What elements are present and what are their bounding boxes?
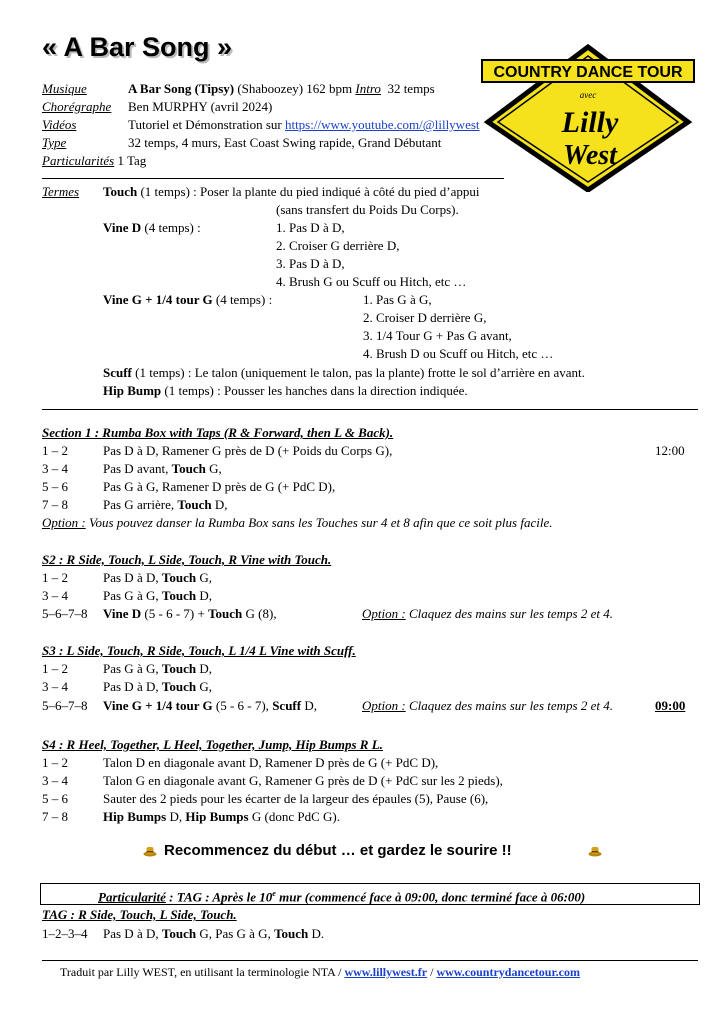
step: Pas G à G, Ramener D près de G (+ PdC D), — [103, 479, 336, 494]
step: Pas D à D, Touch G, Pas G à G, Touch D. — [103, 926, 325, 941]
section-2-title: S2 : R Side, Touch, L Side, Touch, R Vine with Touch. — [42, 552, 332, 567]
info-type: 32 temps, 4 murs, East Coast Swing rapide, Grand Débutant — [128, 135, 442, 150]
step: Pas D à D, Touch G, — [103, 570, 212, 585]
step: Hip Bumps D, Hip Bumps G (donc PdC G). — [103, 809, 340, 824]
count: 1–2–3–4 — [42, 926, 88, 941]
svg-text:avec: avec — [579, 90, 597, 100]
count: 1 – 2 — [42, 570, 68, 585]
step: Vine G + 1/4 tour G (5 - 6 - 7), Scuff D, — [103, 698, 317, 713]
count: 5–6–7–8 — [42, 606, 88, 621]
count: 3 – 4 — [42, 773, 68, 788]
step: Pas D à D, Ramener G près de D (+ Poids du Corps G), — [103, 443, 393, 458]
vine-g-step: 4. Brush D ou Scuff ou Hitch, etc … — [363, 346, 554, 361]
wall-indicator: 12:00 — [655, 443, 685, 458]
count: 1 – 2 — [42, 661, 68, 676]
info-choreo: Ben MURPHY (avril 2024) — [128, 99, 273, 114]
step: Pas G à G, Touch D, — [103, 588, 212, 603]
svg-text:West: West — [563, 140, 617, 171]
country-dance-tour-logo — [478, 42, 698, 192]
step: Talon D en diagonale avant D, Ramener D près de G (+ PdC D), — [103, 755, 439, 770]
vine-d-step: 4. Brush G ou Scuff ou Hitch, etc … — [276, 274, 467, 289]
count: 1 – 2 — [42, 755, 68, 770]
termes-label: Termes — [42, 184, 80, 199]
step: Sauter des 2 pieds pour les écarter de la largeur des épaules (5), Pause (6), — [103, 791, 489, 806]
vine-d-step: 2. Croiser G derrière D, — [276, 238, 400, 253]
footer: Traduit par Lilly WEST, en utilisant la terminologie NTA / www.lillywest.fr / www.countrydancetour.com — [60, 965, 581, 979]
count: 5 – 6 — [42, 479, 68, 494]
info-part-label: Particularités 1 Tag — [42, 153, 147, 168]
count: 3 – 4 — [42, 588, 68, 603]
term-vine-d: Vine D (4 temps) : — [103, 220, 201, 235]
wall-indicator: 09:00 — [655, 698, 686, 713]
step: Talon G en diagonale avant G, Ramener G près de D (+ PdC sur les 2 pieds), — [103, 773, 503, 788]
count: 3 – 4 — [42, 461, 68, 476]
term-scuff: Scuff (1 temps) : Le talon (uniquement le talon, pas la plante) frotte le sol d’arrière en avant. — [103, 365, 585, 380]
vine-g-step: 3. 1/4 Tour G + Pas G avant, — [363, 328, 512, 343]
divider — [42, 409, 698, 410]
count: 3 – 4 — [42, 679, 68, 694]
particularite-text: Particularité : TAG : Après le 10e mur (commencé face à 09:00, donc terminé face à 06:00) — [98, 889, 586, 905]
option-note: Option : Vous pouvez danser la Rumba Box sans les Touches sur 4 et 8 afin que ce soit plus facile. — [42, 515, 553, 530]
countrydancetour-link[interactable]: www.countrydancetour.com — [436, 965, 581, 979]
step: Pas G à G, Touch D, — [103, 661, 212, 676]
count: 5–6–7–8 — [42, 698, 88, 713]
info-musique-label: Musique — [42, 81, 87, 96]
section-4-title: S4 : R Heel, Together, L Heel, Together, Jump, Hip Bumps R L. — [42, 737, 383, 752]
step: Pas G arrière, Touch D, — [103, 497, 228, 512]
tag-title: TAG : R Side, Touch, L Side, Touch. — [42, 907, 237, 922]
term-vine-g: Vine G + 1/4 tour G (4 temps) : — [103, 292, 273, 307]
vine-g-step: 1. Pas G à G, — [363, 292, 432, 307]
info-videos: Tutoriel et Démonstration sur https://www.youtube.com/@lillywest — [128, 117, 480, 132]
term-touch: Touch (1 temps) : Poser la plante du pied indiqué à côté du pied d’appui — [103, 184, 480, 199]
info-choreo-label: Chorégraphe — [42, 99, 112, 114]
vine-d-step: 3. Pas D à D, — [276, 256, 345, 271]
lillywest-link[interactable]: www.lillywest.fr — [344, 965, 428, 979]
step: Pas D à D, Touch G, — [103, 679, 212, 694]
option-note: Option : Claquez des mains sur les temps 2 et 4. — [362, 698, 613, 713]
count: 5 – 6 — [42, 791, 68, 806]
vine-g-step: 2. Croiser D derrière G, — [363, 310, 487, 325]
svg-text:COUNTRY DANCE TOUR: COUNTRY DANCE TOUR — [493, 64, 683, 81]
info-type-label: Type — [42, 135, 67, 150]
term-hip-bump: Hip Bump (1 temps) : Pousser les hanches dans la direction indiquée. — [103, 383, 468, 398]
step: Vine D (5 - 6 - 7) + Touch G (8), — [103, 606, 277, 621]
count: 1 – 2 — [42, 443, 68, 458]
info-videos-label: Vidéos — [42, 117, 77, 132]
info-musique: A Bar Song (Tipsy) (Shaboozey) 162 bpm Intro 32 temps — [128, 81, 435, 96]
recommencez-text: Recommencez du début … et gardez le sourire !! — [164, 842, 512, 859]
svg-text:Lilly: Lilly — [561, 106, 619, 139]
page-title: « A Bar Song » — [42, 32, 233, 62]
term-touch-2: (sans transfert du Poids Du Corps). — [276, 202, 459, 217]
option-note: Option : Claquez des mains sur les temps 2 et 4. — [362, 606, 613, 621]
divider — [42, 960, 698, 961]
cowboy-hat-icon — [588, 845, 602, 857]
divider — [42, 178, 504, 179]
vine-d-step: 1. Pas D à D, — [276, 220, 345, 235]
cowboy-hat-icon — [143, 845, 157, 857]
section-1-title: Section 1 : Rumba Box with Taps (R & Forward, then L & Back). — [42, 425, 394, 440]
youtube-link[interactable]: https://www.youtube.com/@lillywest — [284, 117, 480, 132]
count: 7 – 8 — [42, 809, 68, 824]
section-3-title: S3 : L Side, Touch, R Side, Touch, L 1/4 L Vine with Scuff. — [42, 643, 356, 658]
count: 7 – 8 — [42, 497, 68, 512]
step: Pas D avant, Touch G, — [103, 461, 222, 476]
